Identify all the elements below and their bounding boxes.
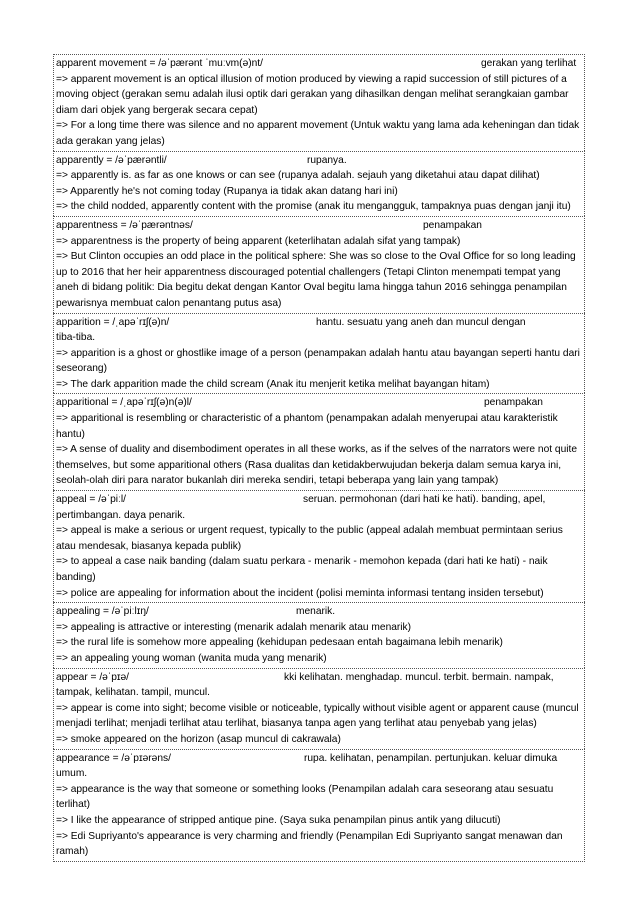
example-line: => Apparently he's not coming today (Rupanya ia tidak akan datang hari ini) bbox=[56, 185, 398, 197]
definition-line: => apparentness is the property of being apparent (keterlihatan adalah sifat yang tampak) bbox=[56, 235, 461, 247]
entry-header bbox=[56, 751, 582, 767]
headword: appearance = /əˈpɪərəns/ bbox=[56, 752, 171, 764]
entry-header bbox=[56, 604, 582, 620]
meaning: hantu. sesuatu yang aneh dan muncul dengan bbox=[316, 316, 526, 328]
meaning: gerakan yang terlihat bbox=[481, 58, 577, 69]
headword: apparitional = /ˌapəˈrɪʃ(ə)n(ə)l/ bbox=[56, 397, 192, 409]
headword: appeal = /əˈpiːl/ bbox=[56, 494, 126, 506]
entry-apparitional bbox=[53, 393, 585, 490]
entry-appeal bbox=[53, 490, 585, 602]
example-line: => police are appealing for information about the incident (polisi meminta informasi tentang insiden tersebut) bbox=[56, 587, 544, 599]
meaning: seruan. permohonan (dari hati ke hati). banding, apel, bbox=[303, 494, 546, 506]
meaning-continued: tampak, kelihatan. tampil, muncul. bbox=[56, 687, 211, 699]
headword: apparition = /ˌapəˈrɪʃ(ə)n/ bbox=[56, 316, 170, 328]
entry-appearance bbox=[53, 749, 585, 862]
entry-appear bbox=[53, 668, 585, 749]
dictionary-page bbox=[53, 54, 585, 862]
entry-apparently bbox=[53, 151, 585, 216]
example-line: => But Clinton occupies an odd place in the political sphere: She was so close to the Oval Office for so long leading up to 2016 that her heir apparentness discouraged potential challengers (Tetapi Clinton menempati tempat yang aneh di bidang politik: Dia begitu dekat dengan Kantor Oval begitu lama hingga tahun 2016 sehingga penampilan pewarisnya membuat calon penantang putus asa) bbox=[56, 251, 576, 309]
meaning-continued: tiba-tiba. bbox=[56, 332, 96, 344]
meaning-continued: umum. bbox=[56, 768, 88, 780]
definition-line: => apparitional is resembling or characteristic of a phantom (penampakan adalah menyerupai atau karakteristik hantu) bbox=[56, 413, 558, 440]
headword: appealing = /əˈpiːlɪŋ/ bbox=[56, 606, 149, 618]
example-line: => smoke appeared on the horizon (asap muncul di cakrawala) bbox=[56, 733, 341, 745]
definition-line: => apparently is. as far as one knows or can see (rupanya adalah. sejauh yang diketahui atau dapat dilihat) bbox=[56, 170, 540, 182]
definition-line: => appeal is make a serious or urgent request, typically to the public (appeal adalah membuat permintaan serius atau mendesak, biasanya kepada publik) bbox=[56, 525, 563, 552]
meaning: penampakan bbox=[484, 397, 543, 409]
definition-line: => appearance is the way that someone or something looks (Penampilan adalah cara seseorang atau sesuatu terlihat) bbox=[56, 783, 554, 811]
meaning: penampakan bbox=[423, 219, 482, 231]
example-line: => The dark apparition made the child scream (Anak itu menjerit ketika melihat bayangan hitam) bbox=[56, 378, 490, 390]
definition-line: => appear is come into sight; become visible or noticeable, typically without visible agent or apparent cause (muncul menjadi terlihat; menjadi terlihat atau terlihat, biasanya tanpa agen yang terlihat atau penyebab yang jelas) bbox=[56, 702, 579, 730]
definition-line: => apparition is a ghost or ghostlike image of a person (penampakan adalah hantu atau bayangan seperti hantu dari seseorang) bbox=[56, 347, 580, 375]
meaning: rupanya. bbox=[307, 154, 347, 166]
entry-header bbox=[56, 153, 582, 169]
entry-apparition bbox=[53, 313, 585, 394]
example-line: => the child nodded, apparently content with the promise (anak itu mengangguk, tampaknya puas dengan janji itu) bbox=[56, 201, 571, 213]
entry-appealing bbox=[53, 602, 585, 667]
entry-apparent-movement bbox=[53, 54, 585, 151]
example-line: => A sense of duality and disembodiment operates in all these works, as if the selves of the narrators were not quite themselves, but some apparitional others (Rasa dualitas dan ketidakberwujudan bekerja dalam semua karya ini, seolah-olah diri para narator bukanlah diri mereka sendiri, tetapi beberapa yang lain yang tampak) bbox=[56, 444, 577, 487]
entry-apparentness bbox=[53, 216, 585, 313]
meaning: kki kelihatan. menghadap. muncul. terbit. bermain. nampak, bbox=[284, 671, 554, 683]
example-line: => I like the appearance of stripped antique pine. (Saya suka penampilan pinus antik yang dilucuti) bbox=[56, 814, 501, 826]
headword: apparently = /əˈpærəntli/ bbox=[56, 154, 167, 166]
entry-header bbox=[56, 395, 582, 411]
entry-header bbox=[56, 218, 582, 234]
entry-header bbox=[56, 56, 582, 72]
definition-line: => apparent movement is an optical illusion of motion produced by viewing a rapid succession of still pictures of a moving object (gerakan semu adalah ilusi optik dari gerakan yang dihasilkan dengan melihat serangkaian gambar diam dari objek yang bergerak secara cepat) bbox=[56, 73, 569, 116]
entry-header bbox=[56, 670, 582, 686]
example-line: => to appeal a case naik banding (dalam suatu perkara - menarik - memohon kepada (dari hati ke hati) - naik banding) bbox=[56, 556, 548, 583]
meaning: rupa. kelihatan, penampilan. pertunjukan. keluar dimuka bbox=[304, 752, 558, 764]
example-line: => For a long time there was silence and no apparent movement (Untuk waktu yang lama ada keheningan dan tidak ada gerakan yang jelas) bbox=[56, 120, 580, 147]
entry-header bbox=[56, 315, 582, 331]
meaning: menarik. bbox=[296, 606, 336, 618]
headword: apparent movement = /əˈpærənt ˈmuːvm(ə)nt/ bbox=[56, 58, 263, 69]
headword: appear = /əˈpɪə/ bbox=[56, 671, 130, 683]
entry-header bbox=[56, 492, 582, 508]
meaning-continued: pertimbangan. daya penarik. bbox=[56, 509, 186, 521]
example-line: => Edi Supriyanto's appearance is very charming and friendly (Penampilan Edi Supriyanto sangat menawan dan ramah) bbox=[56, 830, 563, 858]
definition-line: => appealing is attractive or interesting (menarik adalah menarik atau menarik) bbox=[56, 621, 412, 633]
example-line: => an appealing young woman (wanita muda yang menarik) bbox=[56, 652, 327, 664]
headword: apparentness = /əˈpærəntnəs/ bbox=[56, 219, 193, 231]
example-line: => the rural life is somehow more appealing (kehidupan pedesaan entah bagaimana lebih menarik) bbox=[56, 637, 503, 649]
